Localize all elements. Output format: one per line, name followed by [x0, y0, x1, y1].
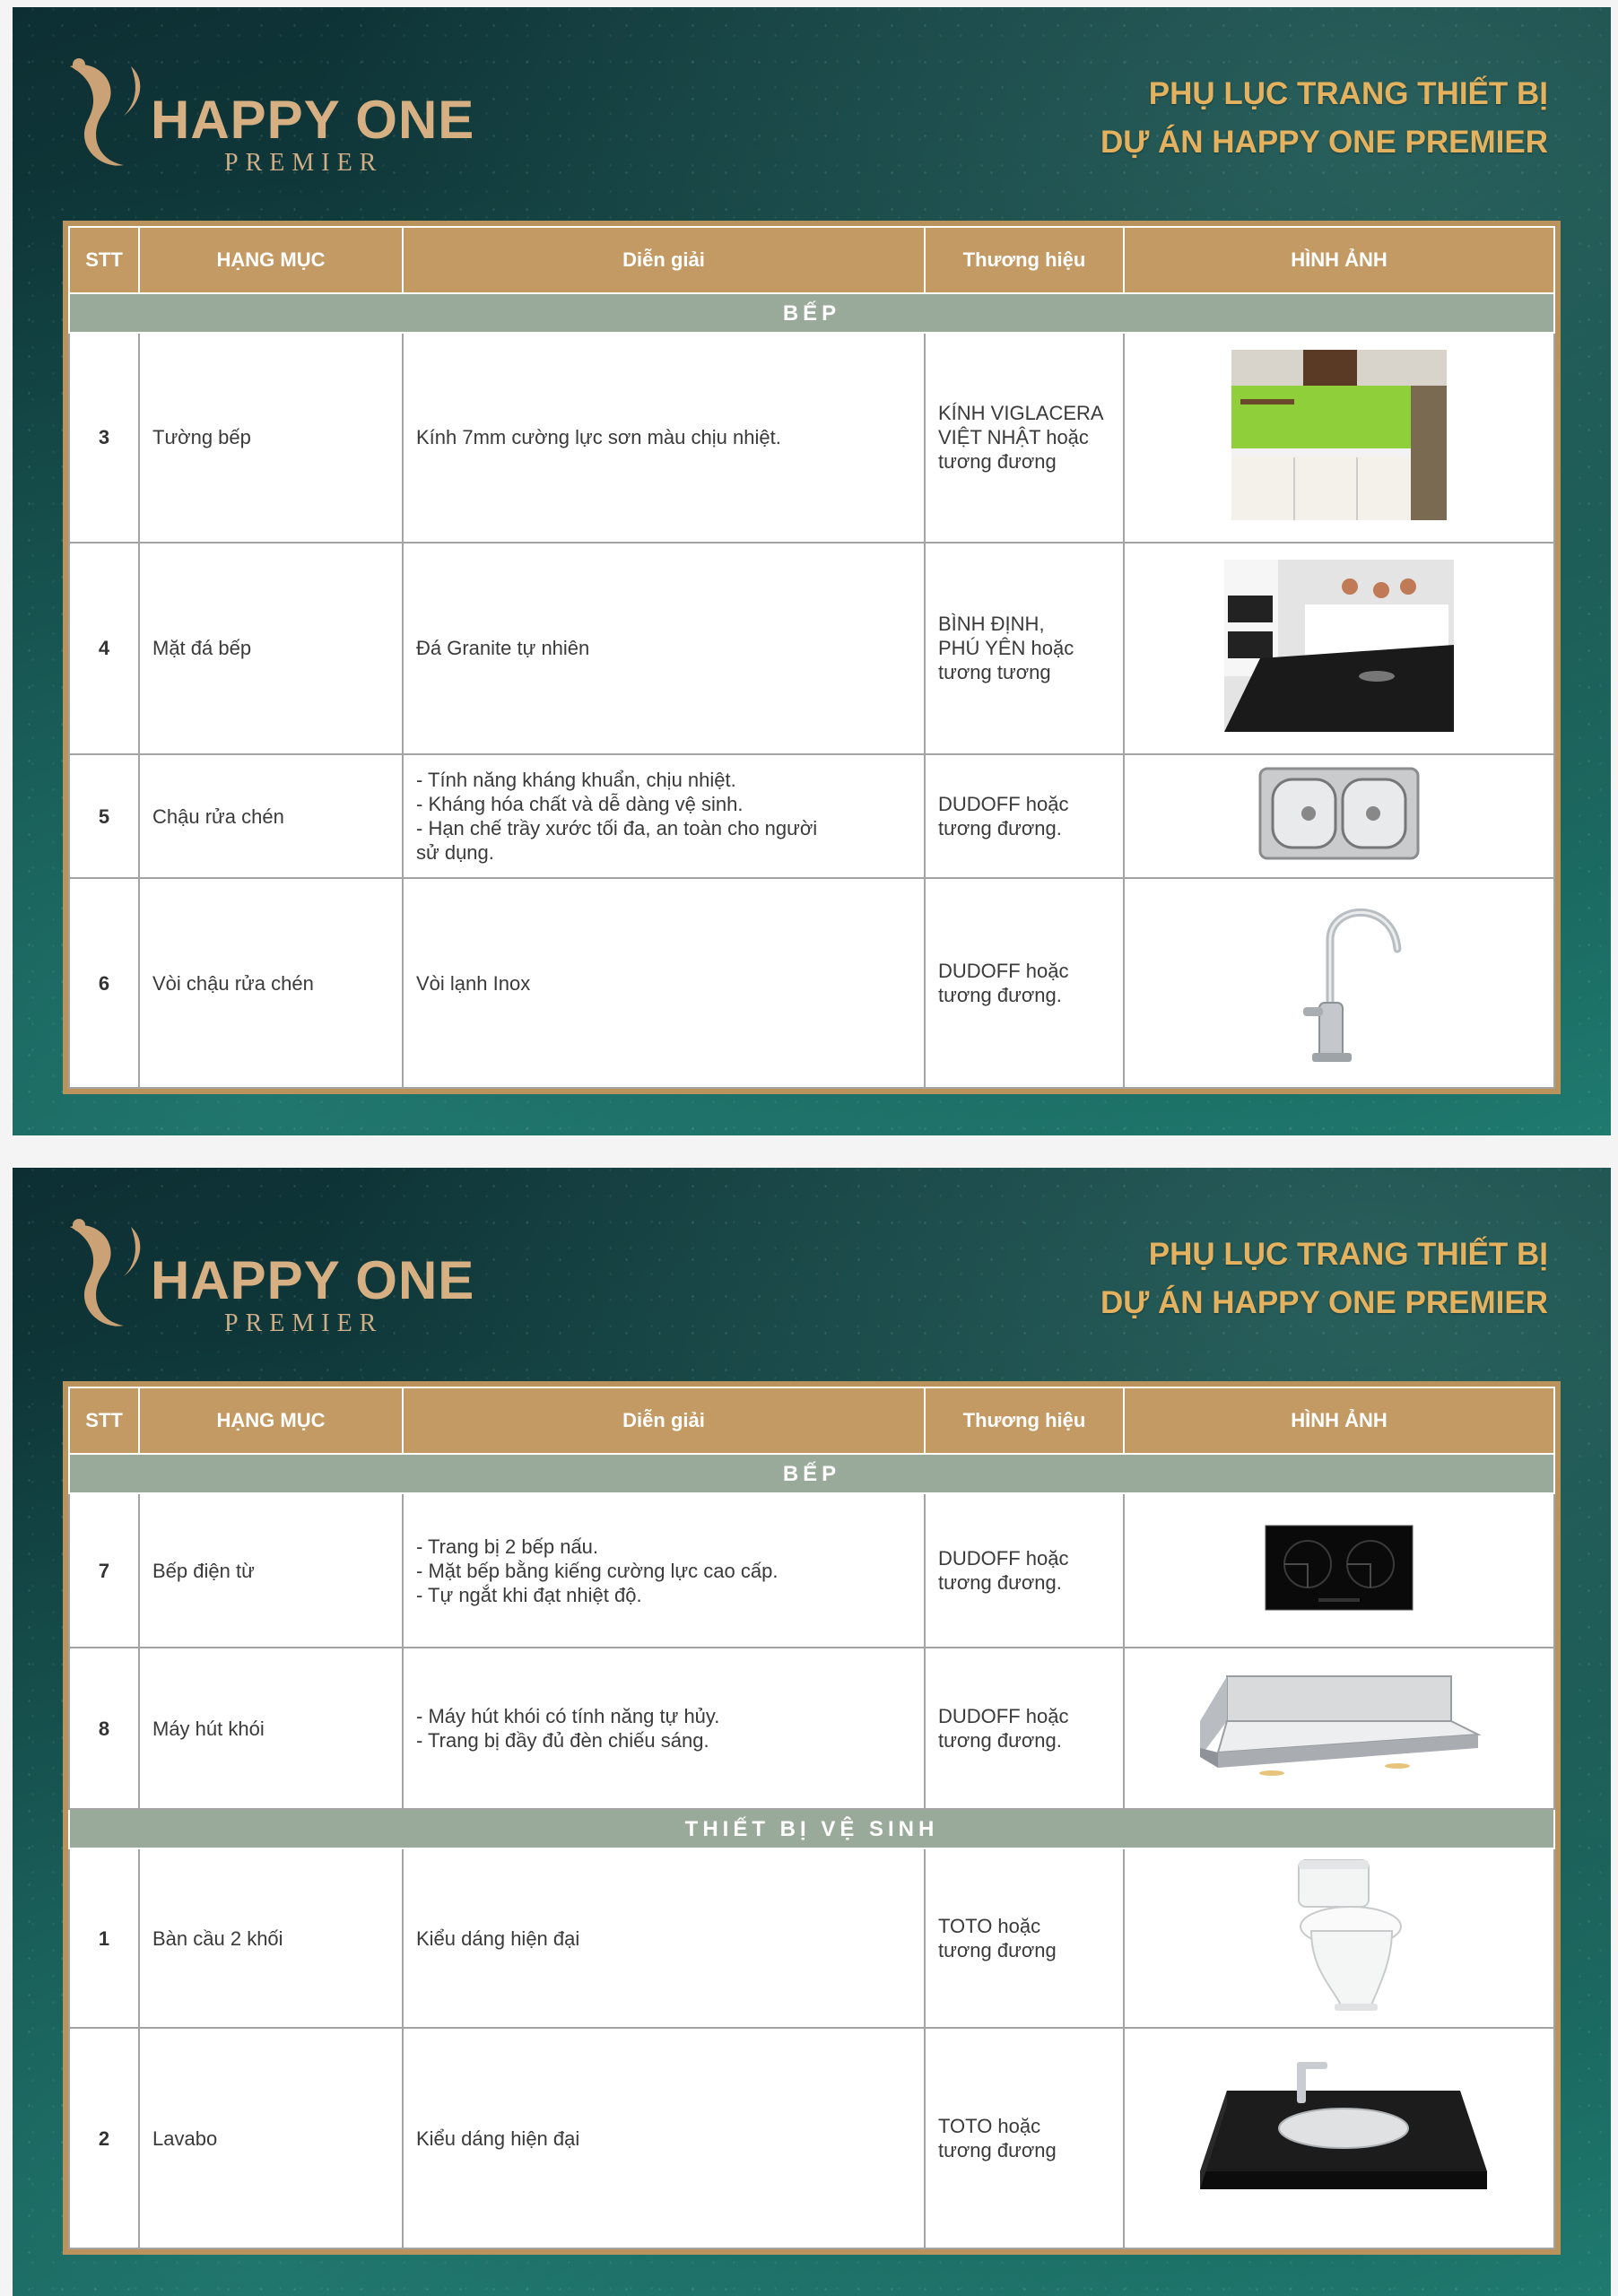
row-stt: 1 [69, 1848, 139, 2028]
row-brand: TOTO hoặc tương đương [925, 1848, 1124, 2028]
induction-cooktop-photo [1265, 1525, 1414, 1611]
col-description: Diễn giải [403, 227, 925, 293]
row-brand: BÌNH ĐỊNH, PHÚ YÊN hoặc tương tương [925, 543, 1124, 754]
happy-one-logo [61, 48, 527, 177]
logo-subtext: PREMIER [224, 149, 384, 177]
row-item: Chậu rửa chén [139, 754, 403, 878]
equipment-table-1 [63, 221, 1561, 1094]
table-row [69, 543, 1554, 754]
row-description: - Máy hút khói có tính năng tự hủy. - Trang bị đầy đủ đèn chiếu sáng. [403, 1648, 925, 1809]
row-brand: DUDOFF hoặc tương đương. [925, 1648, 1124, 1809]
row-description: Vòi lạnh Inox [403, 878, 925, 1088]
title-line-2: DỰ ÁN HAPPY ONE PREMIER [1100, 1285, 1548, 1320]
kitchen-wall-photo [1231, 350, 1447, 520]
col-brand: Thương hiệu [925, 1387, 1124, 1454]
document-page-2 [13, 1168, 1611, 2296]
row-item: Lavabo [139, 2028, 403, 2248]
table-header-row [69, 227, 1554, 293]
row-item: Mặt đá bếp [139, 543, 403, 754]
col-image: HÌNH ẢNH [1124, 227, 1554, 293]
logo-mark-icon [61, 48, 151, 174]
logo-text: HAPPY ONE [151, 1250, 475, 1310]
row-description: - Trang bị 2 bếp nấu. - Mặt bếp bằng kiếng cường lực cao cấp. - Tự ngắt khi đạt nhiệt độ. [403, 1493, 925, 1648]
document-title [1100, 70, 1548, 167]
row-image [1124, 1648, 1554, 1809]
row-item: Vòi chậu rửa chén [139, 878, 403, 1088]
toilet-photo [1272, 1855, 1406, 2016]
row-stt: 8 [69, 1648, 139, 1809]
row-image [1124, 878, 1554, 1088]
row-brand: DUDOFF hoặc tương đương. [925, 1493, 1124, 1648]
row-image [1124, 1493, 1554, 1648]
row-stt: 6 [69, 878, 139, 1088]
section-sanitary: THIẾT BỊ VỆ SINH [69, 1809, 1554, 1848]
col-description: Diễn giải [403, 1387, 925, 1454]
row-item: Tường bếp [139, 333, 403, 543]
basin-photo [1191, 2055, 1487, 2216]
row-item: Bàn cầu 2 khối [139, 1848, 403, 2028]
logo-text: HAPPY ONE [151, 90, 475, 150]
row-description: - Tính năng kháng khuẩn, chịu nhiệt. - Kháng hóa chất và dễ dàng vệ sinh. - Hạn chế trầy xước tối đa, an toàn cho người sử dụng. [403, 754, 925, 878]
double-sink-photo [1258, 767, 1420, 860]
col-category: HẠNG MỤC [139, 1387, 403, 1454]
table-row [69, 878, 1554, 1088]
row-brand: KÍNH VIGLACERA VIỆT NHẬT hoặc tương đương [925, 333, 1124, 543]
row-image [1124, 543, 1554, 754]
row-stt: 3 [69, 333, 139, 543]
table-row [69, 754, 1554, 878]
document-title [1100, 1231, 1548, 1327]
row-item: Máy hút khói [139, 1648, 403, 1809]
table-row [69, 1648, 1554, 1809]
row-image [1124, 333, 1554, 543]
title-line-1: PHỤ LỤC TRANG THIẾT BỊ [1148, 76, 1548, 111]
row-image [1124, 754, 1554, 878]
section-kitchen: BẾP [69, 293, 1554, 333]
section-kitchen: BẾP [69, 1454, 1554, 1493]
table-row [69, 1848, 1554, 2028]
row-item: Bếp điện từ [139, 1493, 403, 1648]
equipment-table-2 [63, 1381, 1561, 2255]
row-description: Kiểu dáng hiện đại [403, 2028, 925, 2248]
row-image [1124, 1848, 1554, 2028]
row-stt: 5 [69, 754, 139, 878]
row-description: Kính 7mm cường lực sơn màu chịu nhiệt. [403, 333, 925, 543]
row-description: Kiểu dáng hiện đại [403, 1848, 925, 2028]
table-row [69, 1493, 1554, 1648]
range-hood-photo [1191, 1667, 1487, 1784]
table-row [69, 2028, 1554, 2248]
document-page-1 [13, 7, 1611, 1135]
logo-subtext: PREMIER [224, 1309, 384, 1337]
faucet-photo [1267, 895, 1411, 1065]
happy-one-logo [61, 1209, 527, 1335]
granite-countertop-photo [1224, 560, 1454, 732]
col-stt: STT [69, 227, 139, 293]
row-description: Đá Granite tự nhiên [403, 543, 925, 754]
table-header-row [69, 1387, 1554, 1454]
row-stt: 2 [69, 2028, 139, 2248]
title-line-1: PHỤ LỤC TRANG THIẾT BỊ [1148, 1237, 1548, 1272]
col-stt: STT [69, 1387, 139, 1454]
row-image [1124, 2028, 1554, 2248]
row-stt: 4 [69, 543, 139, 754]
table-row [69, 333, 1554, 543]
row-stt: 7 [69, 1493, 139, 1648]
logo-mark-icon [61, 1209, 151, 1335]
row-brand: DUDOFF hoặc tương đương. [925, 878, 1124, 1088]
col-brand: Thương hiệu [925, 227, 1124, 293]
col-image: HÌNH ẢNH [1124, 1387, 1554, 1454]
col-category: HẠNG MỤC [139, 227, 403, 293]
title-line-2: DỰ ÁN HAPPY ONE PREMIER [1100, 125, 1548, 160]
row-brand: TOTO hoặc tương đương [925, 2028, 1124, 2248]
row-brand: DUDOFF hoặc tương đương. [925, 754, 1124, 878]
